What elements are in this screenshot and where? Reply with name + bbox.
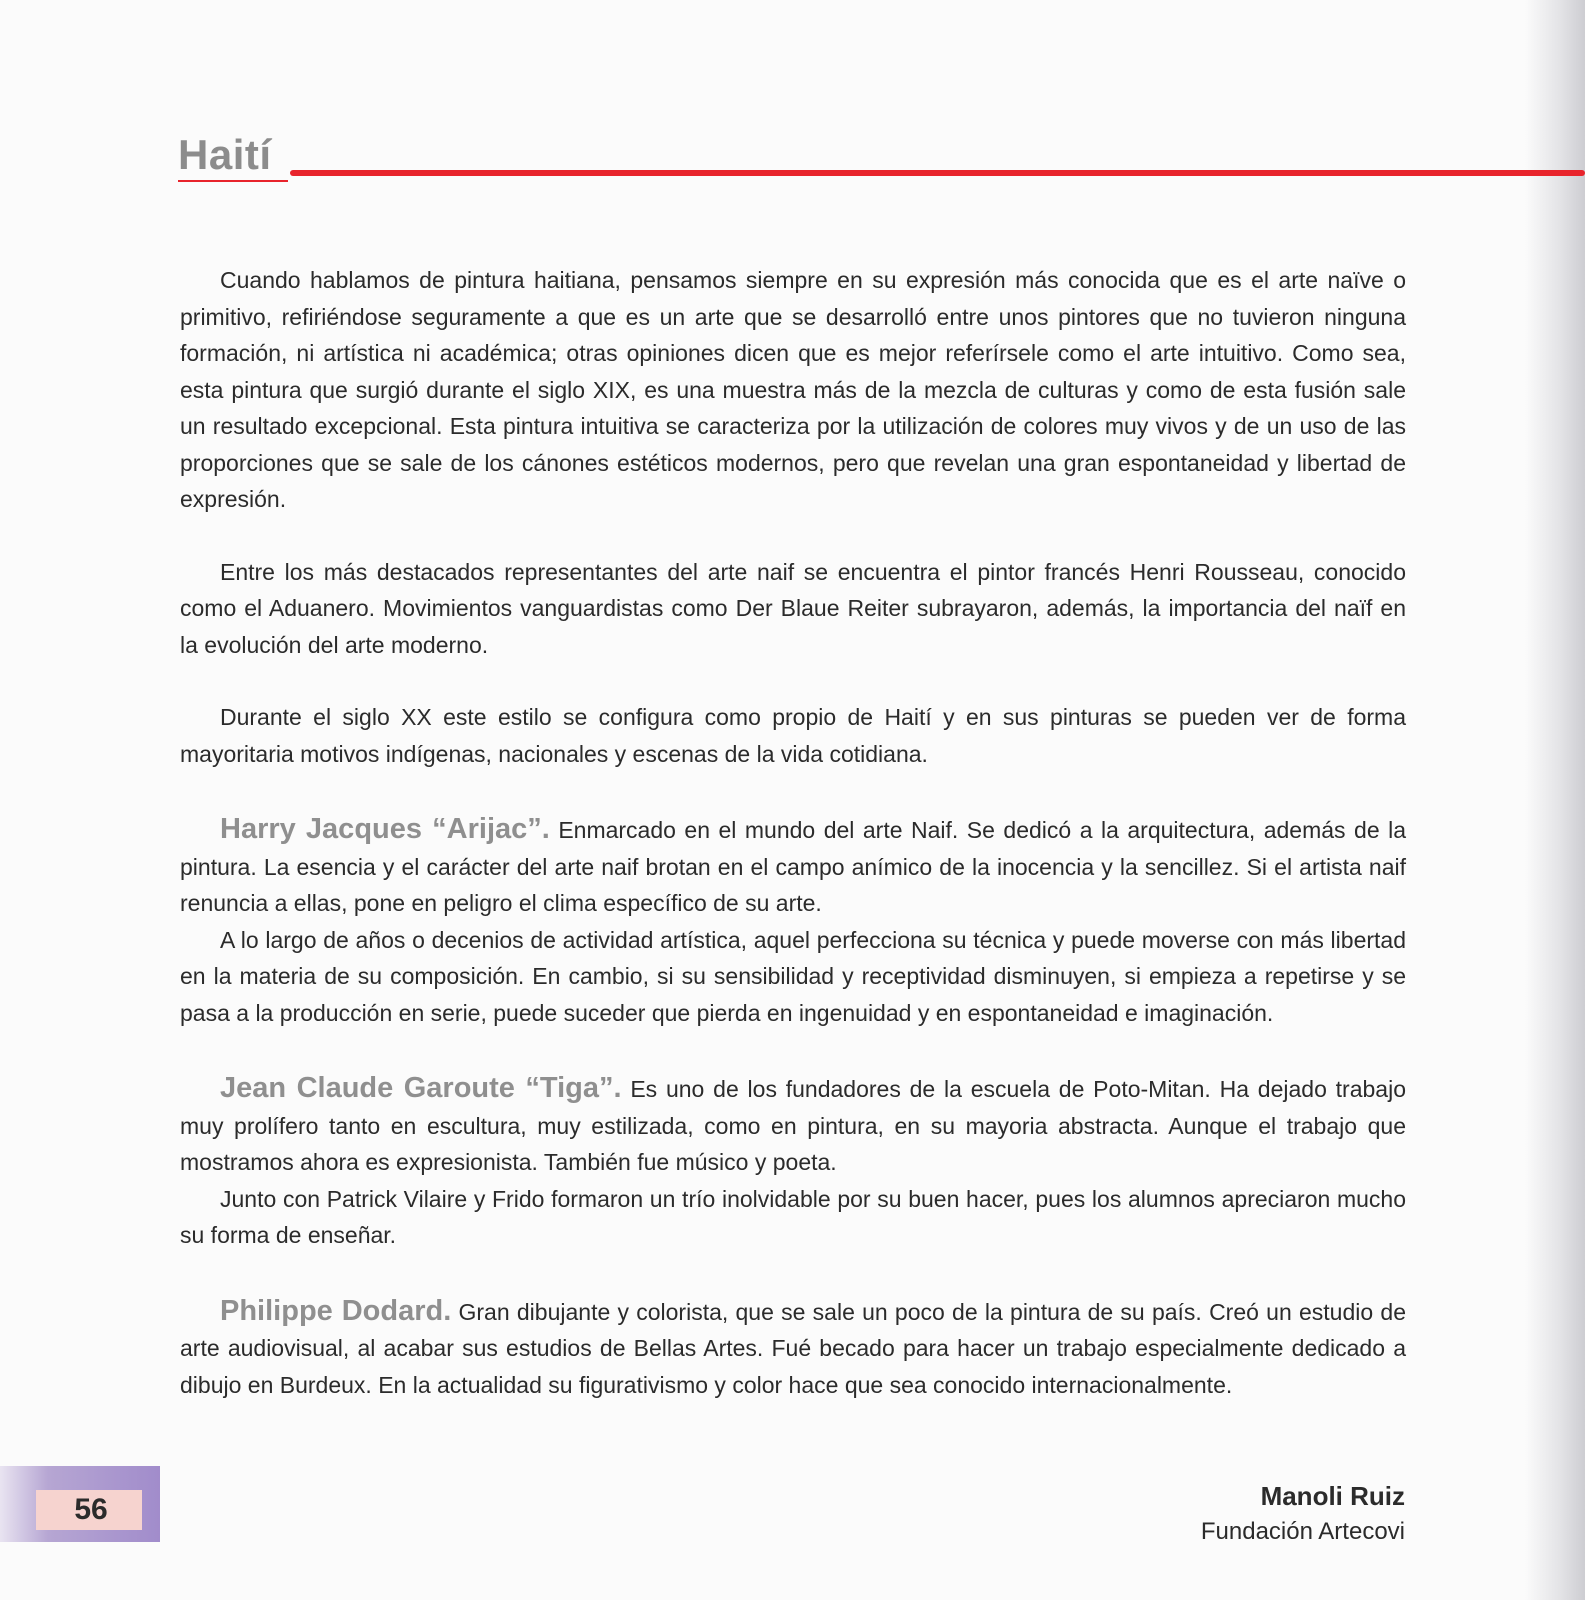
signature-block bbox=[1201, 1478, 1405, 1550]
page-binding-shadow bbox=[1525, 0, 1585, 1600]
artist-name-tiga: Jean Claude Garoute “Tiga”. bbox=[220, 1072, 622, 1104]
page-title: Haití bbox=[178, 131, 272, 178]
intro-paragraph-2: Entre los más destacados representantes del arte naif se encuentra el pintor francés Henri Rousseau, conocido como el Aduanero. Movimientos vanguardistas como Der Blaue Reiter subrayaron, además, la importancia del naïf en la evolución del arte moderno. bbox=[180, 558, 1406, 658]
page-number: 56 bbox=[74, 1493, 108, 1526]
artist-paragraph-dodard bbox=[180, 1293, 1406, 1404]
title-underline bbox=[178, 180, 288, 182]
intro-paragraph-1: Cuando hablamos de pintura haitiana, pensamos siempre en su expresión más conocida que es el arte naïve o primitivo, refiriéndose seguramente a que es un arte que se desarrolló entre unos pintores que no tuvieron ninguna formación, ni artística ni académica; otras opiniones dicen que es mejor referírsele como el arte intuitivo. Como sea, esta pintura que surgió durante el siglo XIX, es una muestra más de la mezcla de culturas y como de esta fusión sale un resultado excepcional. Esta pintura intuitiva se caracteriza por la utilización de colores muy vivos y de un uso de las proporciones que se sale de los cánones estéticos modernos, pero que revelan una gran espontaneidad y libertad de expresión. bbox=[180, 267, 1406, 512]
organization-name: Fundación Artecovi bbox=[1200, 1518, 1405, 1545]
artist-paragraph-arijac bbox=[180, 811, 1406, 922]
intro-paragraph-3: Durante el siglo XX este estilo se configura como propio de Haití y en sus pinturas se pueden ver de forma mayoritaria motivos indígenas, nacionales y escenas de la vida cotidiana. bbox=[180, 704, 1406, 767]
article-body bbox=[180, 262, 1406, 1403]
title-rule bbox=[290, 170, 1585, 176]
artist-name-arijac: Harry Jacques “Arijac”. bbox=[220, 813, 550, 845]
artist-paragraph-arijac-extra: A lo largo de años o decenios de actividad artística, aquel perfecciona su técnica y puede moverse con más libertad en la materia de su composición. En cambio, si su sensibilidad y receptividad disminuyen, si empieza a repetirse y se pasa a la producción en serie, puede suceder que pierda en ingenuidad y en espontaneidad e imaginación. bbox=[180, 926, 1406, 1026]
artist-paragraph-tiga-extra: Junto con Patrick Vilaire y Frido formaron un trío inolvidable por su buen hacer, pues los alumnos apreciaron mucho su forma de enseñar. bbox=[180, 1185, 1406, 1248]
artist-text-arijac: Enmarcado en el mundo del arte Naif. Se dedicó a la arquitectura, además de la pintura. La esencia y el carácter del arte naif brotan en el campo anímico de la inocencia y la sencillez. Si el artista naif renuncia a ellas, pone en peligro el clima específico de su arte. bbox=[180, 817, 1406, 916]
section-header bbox=[178, 130, 1585, 190]
artist-text-tiga: Es uno de los fundadores de la escuela de Poto-Mitan. Ha dejado trabajo muy prolífero tanto en escultura, muy estilizada, como en pintura, en su mayoria abstracta. Aunque el trabajo que mostramos ahora es expresionista. También fue músico y poeta. bbox=[180, 1076, 1406, 1175]
artist-name-dodard: Philippe Dodard. bbox=[220, 1294, 452, 1327]
author-name: Manoli Ruiz bbox=[1260, 1481, 1405, 1511]
artist-text-dodard: Gran dibujante y colorista, que se sale un poco de la pintura de su país. Creó un estudio de arte audiovisual, al acabar sus estudios de Bellas Artes. Fué becado para hacer un trabajo especialmente dedicado a dibujo en Burdeux. En la actualidad su figurativismo y color hace que sea conocido internacionalmente. bbox=[180, 1298, 1406, 1398]
artist-paragraph-tiga bbox=[180, 1070, 1406, 1181]
